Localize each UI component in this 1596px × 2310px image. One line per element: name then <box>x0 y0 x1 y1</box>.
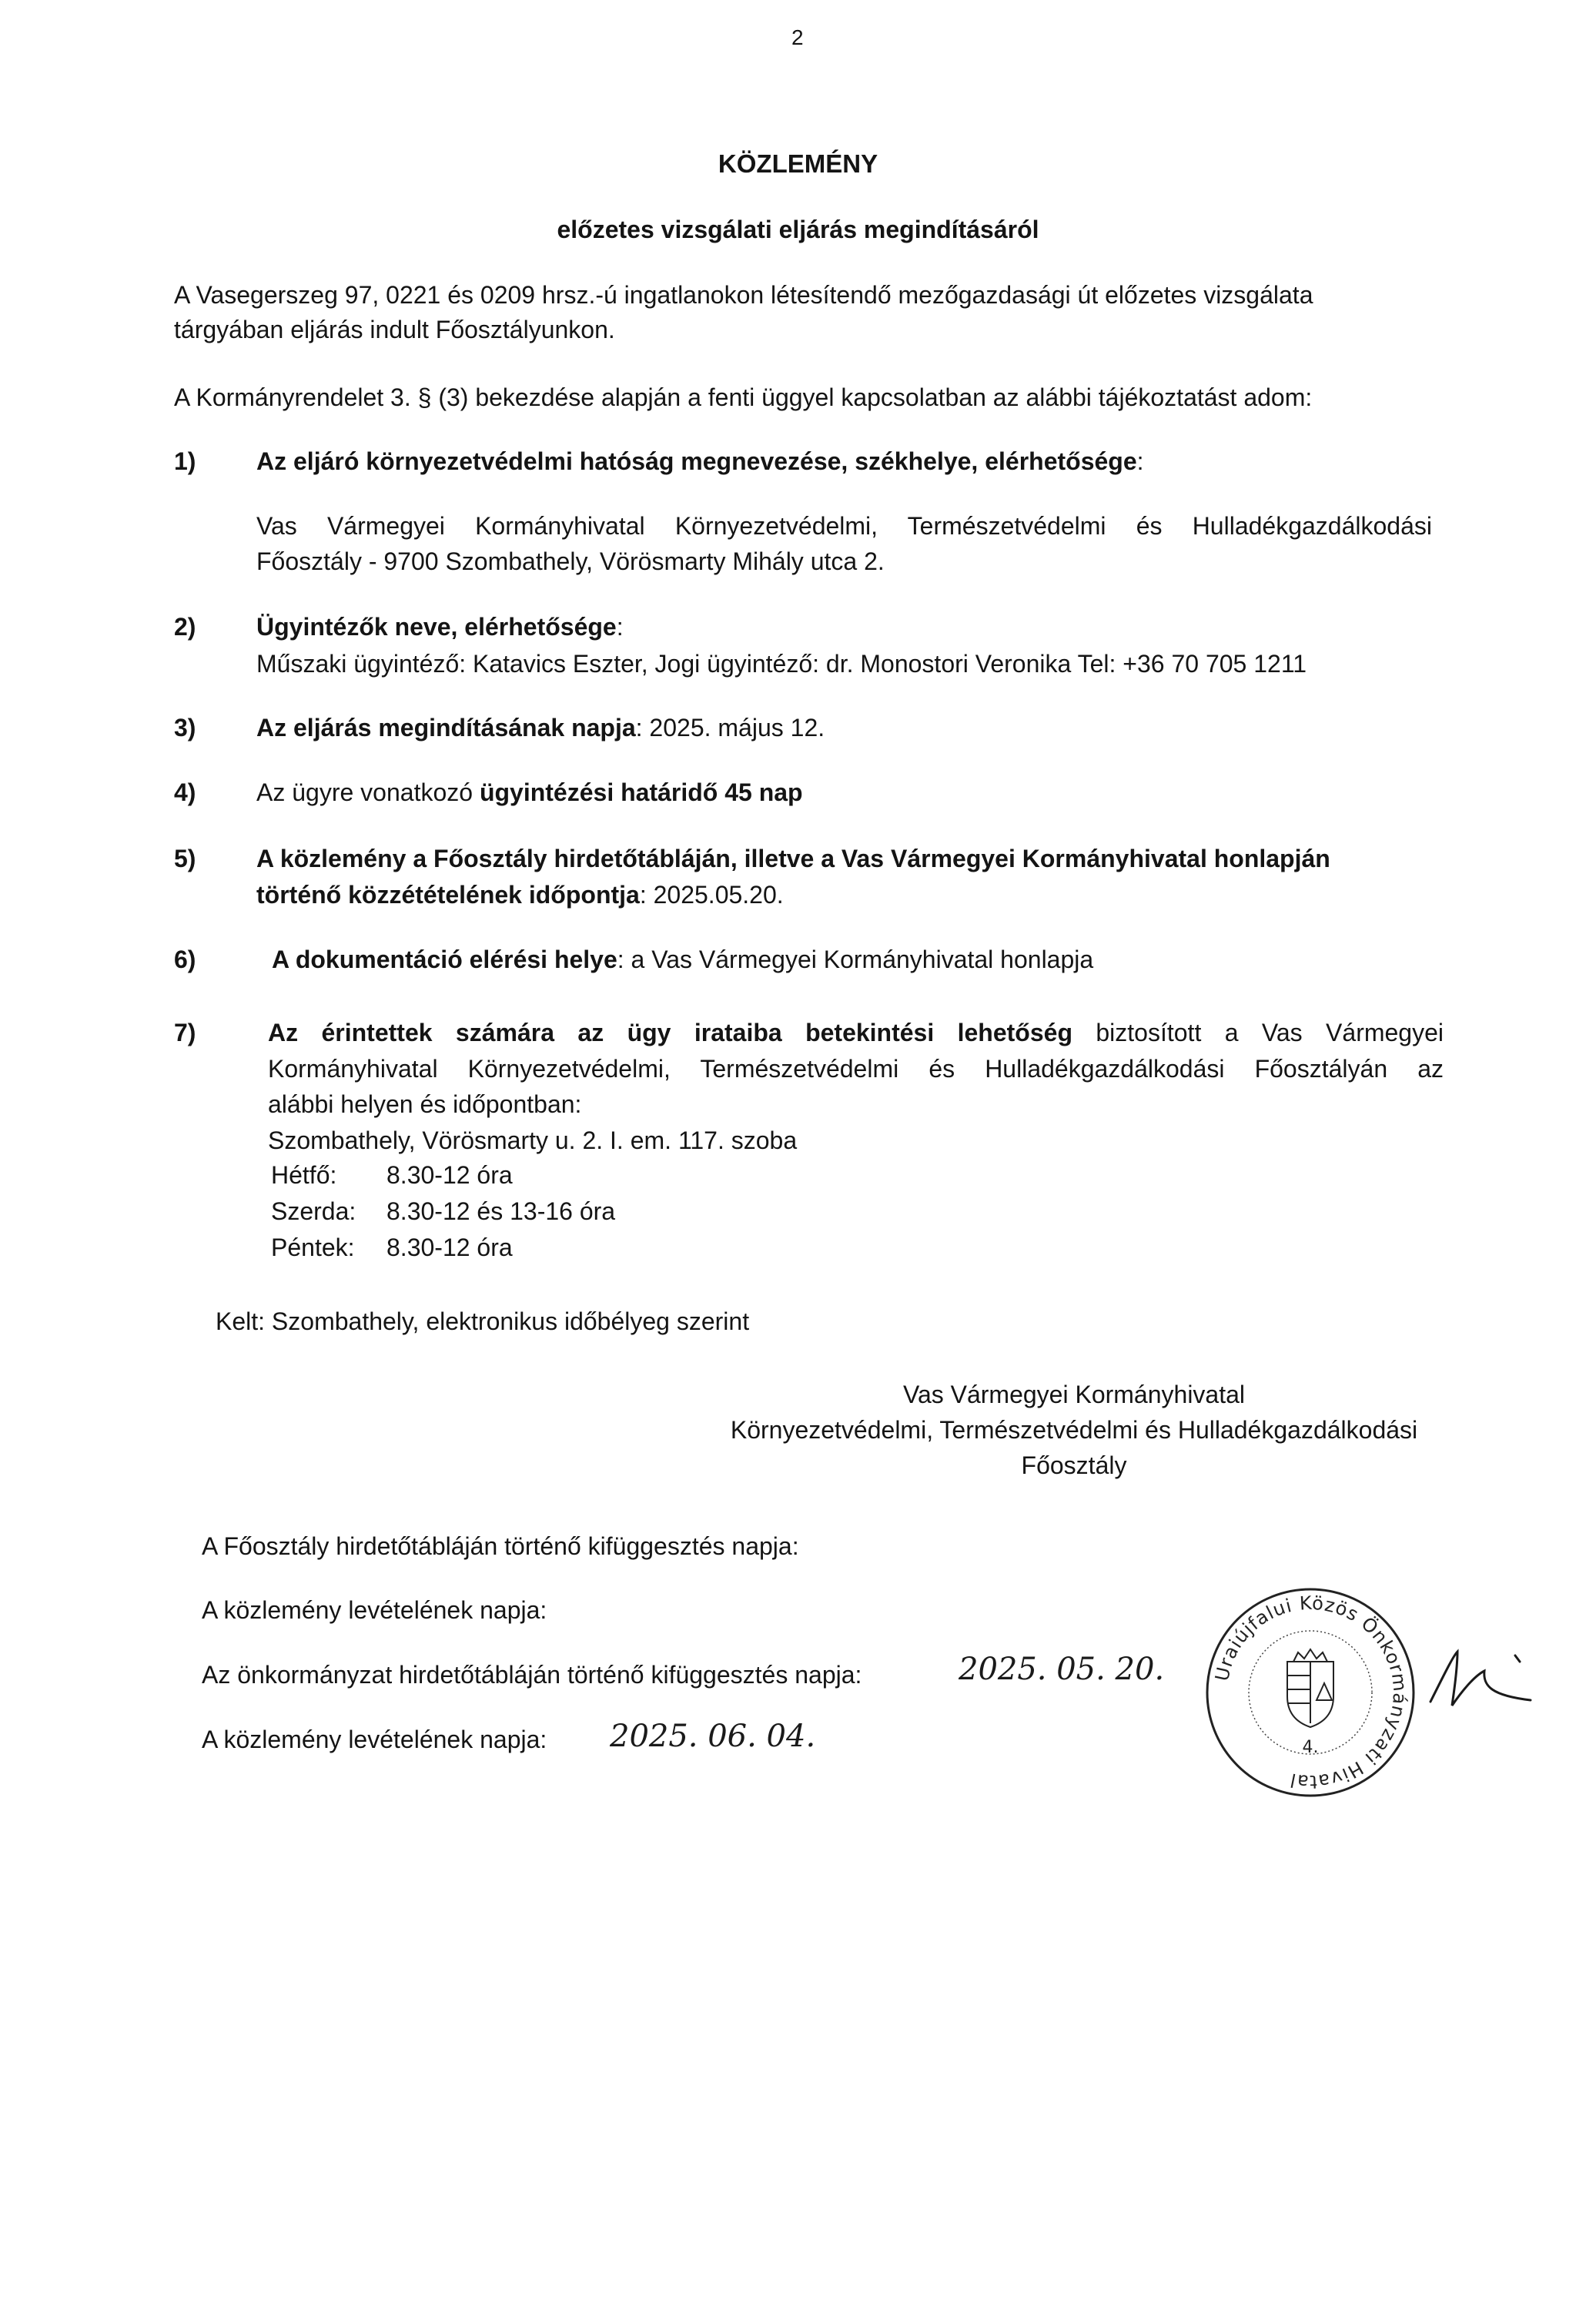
item-1-heading-line <box>256 444 1144 479</box>
item-7-line-2: alábbi helyen és időpontban: <box>268 1090 582 1118</box>
schedule-row-monday <box>271 1157 513 1193</box>
item-1-number: 1) <box>174 447 196 475</box>
item-7-line-1: Kormányhivatal Környezetvédelmi, Természetvédelmi és Hulladékgazdálkodási Főosztályán az <box>268 1055 1444 1083</box>
signature-line-2: Környezetvédelmi, Természetvédelmi és Hulladékgazdálkodási <box>730 1416 1418 1444</box>
item-2-contact-line: Műszaki ügyintéző: Katavics Eszter, Jogi ügyintéző: dr. Monostori Veronika Tel: +36 70 705 1211 <box>256 650 1307 678</box>
stamp-number: 4. <box>1302 1738 1319 1757</box>
signature-line-1: Vas Vármegyei Kormányhivatal <box>902 1381 1246 1408</box>
schedule-time: 8.30-12 és 13-16 óra <box>386 1197 616 1225</box>
schedule-day: Péntek: <box>271 1234 355 1261</box>
legal-basis: A Kormányrendelet 3. § (3) bekezdése alapján a fenti üggyel kapcsolatban az alábbi tájékoztatást adom: <box>174 383 1313 411</box>
signature-line-3: Főosztály <box>1021 1451 1127 1479</box>
schedule-time: 8.30-12 óra <box>386 1161 513 1189</box>
item-7-rest: biztosított a Vas Vármegyei <box>1072 1019 1444 1046</box>
dept-removed-label: A közlemény levételének napja: <box>202 1596 547 1624</box>
document-title: KÖZLEMÉNY <box>718 149 878 178</box>
item-7-number: 7) <box>174 1019 196 1046</box>
schedule-row-wednesday <box>271 1194 615 1229</box>
item-2-heading: Ügyintézők neve, elérhetősége <box>256 613 617 641</box>
item-6-number: 6) <box>174 946 196 973</box>
item-2-number: 2) <box>174 613 196 641</box>
intro-line-2: tárgyában eljárás indult Főosztályunkon. <box>174 316 615 343</box>
item-5-heading-2: történő közzétételének időpontja <box>256 881 640 909</box>
item-3-heading: Az eljárás megindításának napja <box>256 714 636 742</box>
item-4-heading: ügyintézési határidő 45 nap <box>479 778 803 806</box>
item-1-heading: Az eljáró környezetvédelmi hatóság megnevezése, székhelye, elérhetősége <box>256 447 1137 475</box>
item-4-number: 4) <box>174 778 196 806</box>
item-6-heading: A dokumentáció elérési helye <box>272 946 617 973</box>
handwritten-signature <box>1423 1640 1538 1725</box>
local-posted-handwritten-date: 2025. 05. 20. <box>959 1652 1165 1687</box>
item-5-value: : 2025.05.20. <box>639 881 784 909</box>
local-posted-label: Az önkormányzat hirdetőtábláján történő kifüggesztés napja: <box>202 1661 862 1689</box>
local-removed-label: A közlemény levételének napja: <box>202 1726 547 1753</box>
item-2-heading-line <box>256 609 624 644</box>
coat-of-arms-icon <box>1287 1649 1333 1727</box>
item-4-line <box>256 775 803 810</box>
item-5-heading-line-2 <box>256 877 784 912</box>
item-3-number: 3) <box>174 714 196 742</box>
item-6-line <box>272 942 1093 977</box>
item-3-line <box>256 710 825 745</box>
item-1-line-1: Vas Vármegyei Kormányhivatal Környezetvédelmi, Természetvédelmi és Hulladékgazdálkodási <box>256 512 1432 540</box>
item-5-heading-line-1: A közlemény a Főosztály hirdetőtábláján, illetve a Vas Vármegyei Kormányhivatal honlapján <box>256 845 1330 872</box>
item-7-address: Szombathely, Vörösmarty u. 2. I. em. 117. szoba <box>268 1127 798 1154</box>
dated-line: Kelt: Szombathely, elektronikus időbélyeg szerint <box>216 1307 750 1335</box>
stamp-text-path: Uraiújfalui Közös Önkormányzati Hivatal <box>1210 1592 1411 1793</box>
item-4-prefix: Az ügyre vonatkozó <box>256 778 480 806</box>
schedule-day: Hétfő: <box>271 1161 337 1189</box>
item-3-value: : 2025. május 12. <box>635 714 825 742</box>
item-1-colon: : <box>1136 447 1144 475</box>
official-stamp <box>1203 1585 1418 1800</box>
item-5-number: 5) <box>174 845 196 872</box>
dept-posted-label: A Főosztály hirdetőtábláján történő kifüggesztés napja: <box>202 1532 799 1560</box>
schedule-day: Szerda: <box>271 1197 356 1225</box>
intro-line-1: A Vasegerszeg 97, 0221 és 0209 hrsz.-ú ingatlanokon létesítendő mezőgazdasági út előzetes vizsgálata <box>174 281 1313 309</box>
item-7-heading: Az érintettek számára az ügy irataiba betekintési lehetőség <box>268 1019 1072 1046</box>
document-subtitle: előzetes vizsgálati eljárás megindításáról <box>557 216 1039 243</box>
page-number: 2 <box>791 25 804 49</box>
item-1-line-2: Főosztály - 9700 Szombathely, Vörösmarty Mihály utca 2. <box>256 547 885 575</box>
local-removed-handwritten-date: 2025. 06. 04. <box>610 1719 816 1754</box>
item-6-value: : a Vas Vármegyei Kormányhivatal honlapja <box>617 946 1094 973</box>
item-2-colon: : <box>616 613 624 641</box>
schedule-row-friday <box>271 1230 513 1265</box>
schedule-time: 8.30-12 óra <box>386 1234 513 1261</box>
signature-block <box>685 1377 1463 1483</box>
item-7-heading-line <box>268 1015 1444 1050</box>
